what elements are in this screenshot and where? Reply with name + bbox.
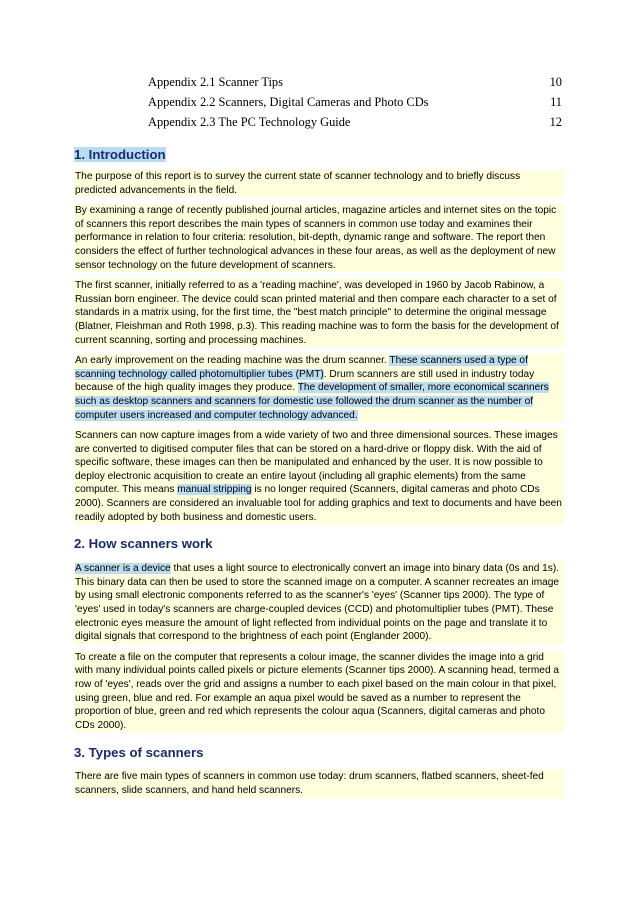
highlighted-text: The development of smaller, more economical scanners such as desktop scanners and scanners for domestic use followed the drum scanner as the number of computer users increased and computer technology advanced.: [75, 382, 549, 421]
toc-entry-label: Appendix 2.2 Scanners, Digital Cameras and Photo CDs: [148, 95, 429, 109]
toc-entry: [148, 112, 562, 132]
toc-entry-page: 11: [550, 95, 562, 109]
highlighted-text: A scanner is a device: [75, 563, 171, 575]
paragraph: An early improvement on the reading machine was the drum scanner. These scanners used a type of scanning technology called photomultiplier tubes (PMT). Drum scanners are still used in industry today because of the high quality images they produce. The development of smaller, more economical scanners such as desktop scanners and scanners for domestic use followed the drum scanner as the number of computer users increased and computer technology advanced.: [74, 354, 564, 422]
paragraph: There are five main types of scanners in common use today: drum scanners, flatbed scanners, sheet-fed scanners, slide scanners, and hand held scanners.: [74, 770, 564, 797]
section-heading-how-scanners-work: 2. How scanners work: [74, 536, 213, 552]
toc-entry-label: Appendix 2.1 Scanner Tips: [148, 75, 283, 89]
report-body: [74, 146, 564, 805]
paragraph: A scanner is a device that uses a light source to electronically convert an image into binary data (0s and 1s). This binary data can then be used to store the scanned image on a computer. A scanner recreates an image by using small electronic components referred to as the scanner's 'eyes' (Scanner tips 2000). The type of 'eyes' used in today's scanners are charge-coupled devices (CCD) and photomultiplier tubes (PMT). These electronic eyes measure the amount of light reflected from individual points on the page and translate it to digital signals that correspond to the brightness of each point (Englander 2000).: [74, 562, 564, 644]
table-of-contents: [148, 72, 562, 132]
highlighted-text: These scanners used a type of scanning technology called photomultiplier tubes (PMT): [75, 355, 528, 380]
toc-entry-page: 12: [549, 115, 562, 129]
paragraph: By examining a range of recently published journal articles, magazine articles and internet sites on the topic of scanners this report describes the main types of scanners in common use today and examines their performance in relation to four criteria: resolution, bit-depth, dynamic range and software. The report then considers the effect of further technological advances in these four areas, as well as the deployment of new sensor technology on the future development of scanners.: [74, 204, 564, 272]
toc-entry: [148, 92, 562, 112]
paragraph: Scanners can now capture images from a wide variety of two and three dimensional sources. These images are converted to digitised computer files that can be stored on a hard-drive or floppy disk. With the aid of specific software, these images can then be manipulated and enhanced by the user. It is now possible to deploy electronic acquisition to create an entire layout (including all graphic elements) from the same computer. This means manual stripping is no longer required (Scanners, digital cameras and photo CDs 2000). Scanners are considered an invaluable tool for adding graphics and text to documents and have been readily adopted by both business and domestic users.: [74, 429, 564, 524]
section-heading-introduction: 1. Introduction: [74, 147, 166, 162]
paragraph: The purpose of this report is to survey the current state of scanner technology and to briefly discuss predicted advancements in the field.: [74, 170, 564, 197]
highlighted-text: manual stripping: [177, 484, 252, 496]
toc-entry-page: 10: [549, 75, 562, 89]
toc-entry-label: Appendix 2.3 The PC Technology Guide: [148, 115, 351, 129]
paragraph: To create a file on the computer that represents a colour image, the scanner divides the image into a grid with many individual points called pixels or picture elements (Scanner tips 2000). A scanning head, termed a row of 'eyes', reads over the grid and assigns a number to each pixel based on the main colour in that pixel, using green, blue and red. For example an aqua pixel would be saved as a number to represent the proportion of blue, green and red which represents the colour aqua (Scanners, digital cameras and photo CDs 2000).: [74, 651, 564, 733]
section-heading-types-of-scanners: 3. Types of scanners: [74, 745, 204, 761]
paragraph: The first scanner, initially referred to as a 'reading machine', was developed in 1960 by Jacob Rabinow, a Russian born engineer. The device could scan printed material and then compare each character to a set of standards in a matrix using, for the first time, the "best match principle" to determine the original message (Blatner, Fleishman and Roth 1998, p.3). This reading machine was to form the basis for the development of current scanning, sorting and processing machines.: [74, 279, 564, 347]
toc-entry: [148, 72, 562, 92]
